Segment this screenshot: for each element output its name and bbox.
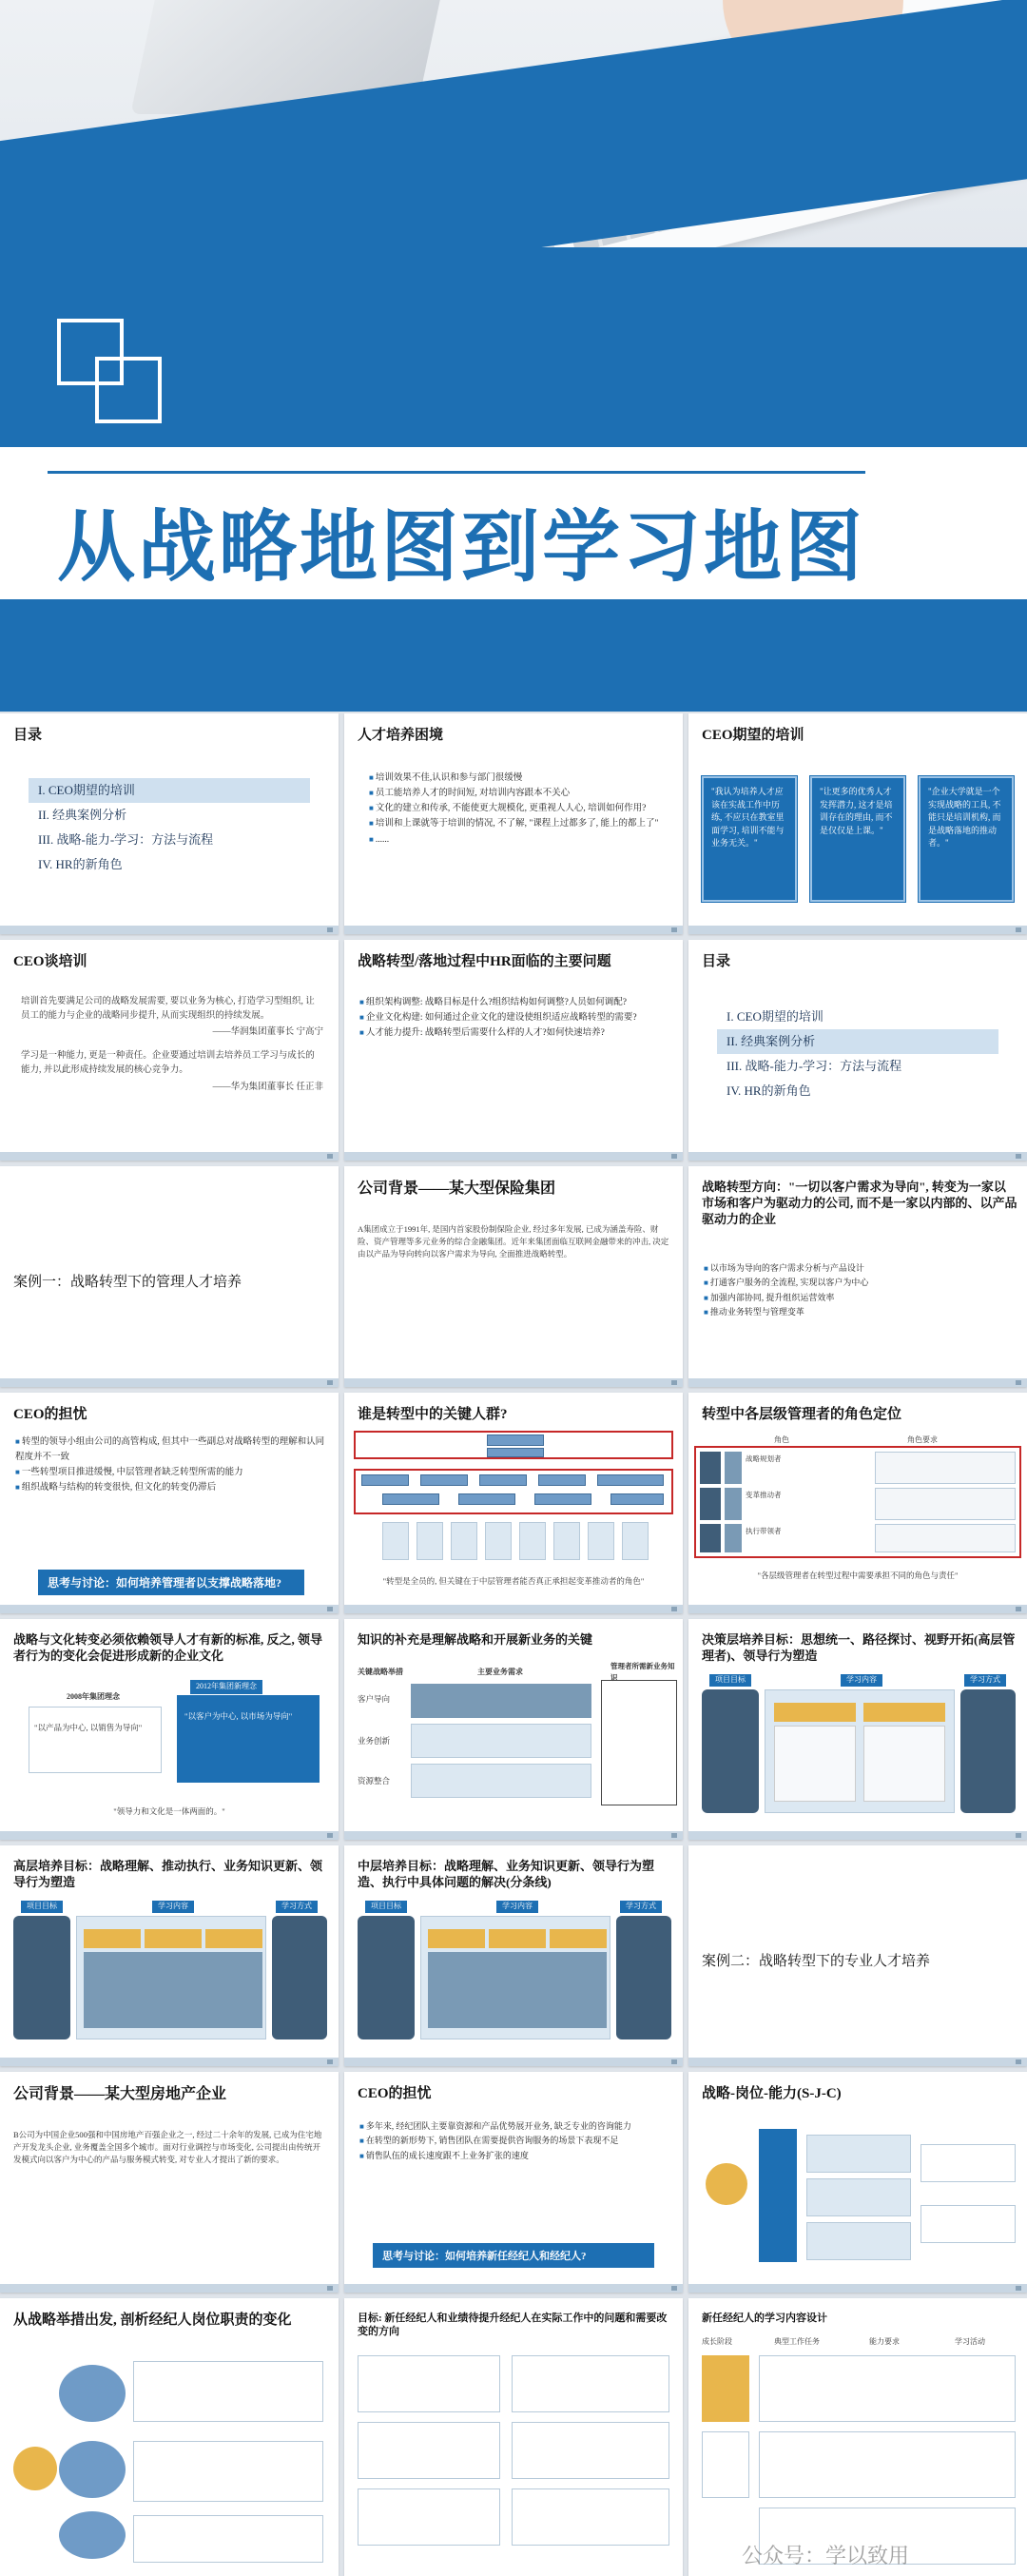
section-label: 学习内容 <box>496 1901 538 1913</box>
bullet-list <box>15 1434 325 1496</box>
bullet-item: ■ 多年来, 经纪团队主要靠资源和产品优势展开业务, 缺乏专业的咨询能力 <box>359 2119 669 2134</box>
case-title: 案例二：战略转型下的专业人才培养 <box>702 1954 931 1969</box>
quote-box: "企业大学就是一个实现战略的工具, 不能只是培训机构, 而是战略落地的推动者。" <box>919 776 1014 902</box>
capability-box <box>920 2144 1016 2182</box>
org-node <box>420 1474 468 1486</box>
toc-item: II. 经典案例分析 <box>717 1029 998 1054</box>
slide-caption: "转型是全员的, 但关键在于中层管理者能否真正承担起变革推动者的角色" <box>382 1576 645 1586</box>
toc-list <box>29 778 310 877</box>
new-concept-label: 2012年集团新理念 <box>190 1680 262 1694</box>
bullet-list <box>369 771 664 848</box>
bullet-list <box>359 2119 669 2163</box>
new-concept-text: "以客户为中心, 以市场为导向" <box>184 1711 293 1721</box>
quote-signature: ——华为集团董事长 任正非 <box>212 1082 323 1092</box>
section-label: 项目目标 <box>21 1901 63 1913</box>
slide-middle-goal[interactable] <box>344 1845 683 2066</box>
slide-strategy-direction[interactable] <box>688 1166 1027 1387</box>
content-header <box>774 1703 856 1722</box>
column-panel <box>358 1916 415 2039</box>
bullet-item: ■ 培训效果不佳,认识和参与部门很缓慢 <box>369 771 664 786</box>
toc-item: I. CEO期望的培训 <box>29 778 310 803</box>
slide-footer-bar <box>344 1831 683 1840</box>
toc-item: III. 战略-能力-学习：方法与流程 <box>727 1059 902 1073</box>
slide-title: 目标: 新任经纪人和业绩待提升经纪人在实际工作中的问题和需要改变的方向 <box>358 2313 668 2338</box>
slide-footer-bar <box>0 1831 339 1840</box>
bullet-item: ■ 员工能培养人才的时间短, 对培训内容跟本不关心 <box>369 786 664 801</box>
row-label: 资源整合 <box>358 1776 391 1786</box>
content-header <box>550 1929 607 1948</box>
toc-item: I. CEO期望的培训 <box>727 1009 824 1024</box>
slide-caption: "各层级管理者在转型过程中需要承担不同的角色与责任" <box>757 1571 959 1580</box>
role-tag <box>725 1452 742 1484</box>
bullet-list <box>359 995 669 1041</box>
org-node <box>534 1493 591 1505</box>
slide-title: 战略与文化转变必须依赖领导人才有新的标准, 反之, 领导者行为的变化会促进形成新的企业文化 <box>13 1632 323 1663</box>
column-header: 角色 <box>774 1435 789 1444</box>
role-tag <box>725 1524 742 1552</box>
requirement-box <box>411 1684 591 1718</box>
slide-toc[interactable] <box>688 940 1027 1161</box>
old-concept-label: 2008年集团理念 <box>67 1692 120 1701</box>
slide-footer-bar <box>688 2284 1027 2293</box>
role-detail <box>875 1452 1016 1484</box>
org-node <box>382 1522 409 1560</box>
org-node <box>382 1493 439 1505</box>
org-node <box>361 1474 409 1486</box>
slide-footer-bar <box>344 926 683 934</box>
knowledge-box <box>601 1680 677 1805</box>
toc-item: III. 战略-能力-学习：方法与流程 <box>38 832 214 847</box>
column-panel <box>272 1916 327 2039</box>
row-label: 客户导向 <box>358 1694 391 1704</box>
slide-key-people[interactable] <box>344 1393 683 1613</box>
column-panel <box>960 1689 1016 1813</box>
section-label: 学习方式 <box>620 1901 662 1913</box>
duty-node <box>59 2441 126 2498</box>
slide-footer-bar <box>0 2058 339 2066</box>
slide-caption: "领导力和文化是一体两面的。" <box>113 1806 225 1816</box>
slide-footer-bar <box>0 1605 339 1613</box>
duty-text-box <box>133 2515 323 2563</box>
role-label <box>700 1488 721 1520</box>
org-node <box>622 1522 649 1560</box>
problem-box <box>358 2422 500 2479</box>
slide-title: 目录 <box>702 954 731 969</box>
quote-text <box>21 995 323 1097</box>
role-name: 变革推动者 <box>746 1491 782 1499</box>
old-concept-text: "以产品为中心, 以销售为导向" <box>34 1723 143 1732</box>
slide-footer-bar <box>0 2284 339 2293</box>
slide-footer-bar <box>688 1152 1027 1161</box>
slide-title: 中层培养目标：战略理解、业务知识更新、领导行为塑造、执行中具体问题的解决(分条线) <box>358 1859 655 1889</box>
slide-title: 目录 <box>13 728 43 743</box>
section-label: 学习内容 <box>841 1674 882 1687</box>
duty-node <box>59 2365 126 2422</box>
role-detail <box>875 1488 1016 1520</box>
cover-slide <box>0 0 1027 712</box>
requirement-box <box>411 1724 591 1758</box>
job-box <box>806 2222 911 2260</box>
slide-company-background[interactable] <box>344 1166 683 1387</box>
duty-node <box>59 2511 126 2559</box>
org-node <box>485 1522 512 1560</box>
role-label <box>700 1524 721 1552</box>
slide-title: 新任经纪人的学习内容设计 <box>702 2313 827 2324</box>
org-node <box>479 1474 527 1486</box>
slide-footer-bar <box>344 1605 683 1613</box>
slide-footer-bar <box>0 926 339 934</box>
column-header: 角色要求 <box>907 1435 938 1444</box>
content-body <box>863 1726 945 1802</box>
role-label <box>700 1452 721 1484</box>
bullet-item: ■ 组织架构调整: 战略目标是什么?组织结构如何调整?人员如何调配? <box>359 995 669 1010</box>
slide-title: 从战略举措出发, 剖析经纪人岗位职责的变化 <box>13 2313 292 2328</box>
slide-decision-layer[interactable] <box>688 1619 1027 1840</box>
role-name: 执行带领者 <box>746 1527 782 1535</box>
column-header: 关键战略举措 <box>358 1668 403 1676</box>
org-node <box>487 1448 544 1457</box>
watermark-text: 公众号：学以致用 <box>742 2544 910 2567</box>
column-header: 学习活动 <box>955 2337 985 2346</box>
bullet-item: ■ 一些转型项目推进缓慢, 中层管理者缺乏转型所需的能力 <box>15 1465 325 1480</box>
slide-title: CEO期望的培训 <box>702 728 804 743</box>
job-box <box>806 2178 911 2216</box>
bullet-item: ■ 打通客户服务的全流程, 实现以客户为中心 <box>704 1276 1014 1290</box>
slide-footer-bar <box>344 1152 683 1161</box>
title-divider <box>48 471 865 474</box>
slide-agent-problems[interactable] <box>344 2298 683 2576</box>
slide-case-two[interactable] <box>688 1845 1027 2066</box>
slide-title: 谁是转型中的关键人群? <box>358 1407 508 1422</box>
cover-title: 从战略地图到学习地图 <box>57 504 866 591</box>
problem-box <box>358 2355 500 2412</box>
case-title: 案例一：战略转型下的管理人才培养 <box>13 1275 242 1290</box>
content-header <box>863 1703 945 1722</box>
column-header: 管理者所需新业务知识 <box>610 1662 675 1682</box>
slide-agent-duty[interactable] <box>0 2298 339 2576</box>
role-tag <box>725 1488 742 1520</box>
quote: 学习是一种能力, 更是一种责任。企业要通过培训去培养员工学习与成长的能力, 并以此形成持续发展的核心竞争力。 <box>21 1051 315 1075</box>
new-concept-box <box>177 1695 320 1783</box>
bullet-item: ■ 组织战略与结构的转变很快, 但文化的转变仍滞后 <box>15 1480 325 1495</box>
content-row <box>759 2431 1016 2498</box>
role-name: 战略规划者 <box>746 1454 782 1463</box>
slide-title: 人才培养困境 <box>358 728 444 743</box>
slide-title: 决策层培养目标：思想统一、路径探讨、视野开拓(高层管理者)、领导行为塑造 <box>702 1632 1016 1663</box>
content-header <box>145 1929 202 1948</box>
body-text: B公司为中国企业500强和中国房地产百强企业之一, 经过二十余年的发展, 已成为住宅地产开发龙头企业, 业务覆盖全国多个城市。面对行业调控与市场变化, 公司提出由传统开发模式向以客户为中心的产品与服务模式转变, 对专业人才提出了新的要求。 <box>13 2130 322 2165</box>
job-box <box>806 2135 911 2173</box>
slide-title: CEO的担忧 <box>13 1407 87 1422</box>
slide-knowledge-supplement[interactable] <box>344 1619 683 1840</box>
stage-box <box>702 2431 749 2498</box>
content-header <box>205 1929 262 1948</box>
org-node <box>610 1493 664 1505</box>
content-header <box>428 1929 485 1948</box>
slide-footer-bar <box>344 1378 683 1387</box>
toc-item: II. 经典案例分析 <box>38 808 127 822</box>
content-row <box>759 2355 1016 2422</box>
slide-footer-bar <box>0 1152 339 1161</box>
requirement-box <box>411 1764 591 1798</box>
row-label: 业务创新 <box>358 1736 391 1746</box>
duty-text-box <box>133 2361 323 2422</box>
slide-footer-bar <box>688 926 1027 934</box>
strategy-circle <box>706 2163 747 2205</box>
slide-footer-bar <box>688 2058 1027 2066</box>
org-node <box>519 1522 546 1560</box>
slide-footer-bar <box>688 1605 1027 1613</box>
quote-box: "让更多的优秀人才发挥潜力, 这才是培训存在的理由, 而不是仅仅是上课。" <box>810 776 905 902</box>
section-label: 学习方式 <box>964 1674 1006 1687</box>
slide-ceo-worry[interactable] <box>344 2072 683 2293</box>
slide-title: 公司背景——某大型房地产企业 <box>13 2086 227 2102</box>
slide-talent-dilemma[interactable] <box>344 713 683 934</box>
slide-culture-leadership[interactable] <box>0 1619 339 1840</box>
section-label: 学习方式 <box>276 1901 318 1913</box>
content-body <box>774 1726 856 1802</box>
column-header: 典型工作任务 <box>774 2337 820 2346</box>
org-node <box>451 1522 477 1560</box>
slide-ceo-worry[interactable] <box>0 1393 339 1613</box>
slide-title: 战略-岗位-能力(S-J-C) <box>702 2086 842 2101</box>
slide-toc[interactable] <box>0 713 339 934</box>
section-label: 学习内容 <box>152 1901 194 1913</box>
column-header: 能力要求 <box>869 2337 900 2346</box>
duty-text-box <box>133 2441 323 2502</box>
stage-box <box>702 2355 749 2422</box>
slide-footer-bar <box>344 2058 683 2066</box>
org-node <box>588 1522 614 1560</box>
slide-learning-design[interactable] <box>688 2298 1027 2576</box>
slide-title: 战略转型/落地过程中HR面临的主要问题 <box>358 954 611 969</box>
bullet-item: ■ 人才能力提升: 战略转型后需要什么样的人才?如何快速培养? <box>359 1025 669 1041</box>
problem-box <box>512 2355 669 2412</box>
column-header: 成长阶段 <box>702 2337 732 2346</box>
org-node <box>553 1522 580 1560</box>
quote-box: "我认为培养人才应该在实战工作中历练, 不应只在教室里面学习, 培训不能与业务无关。" <box>702 776 797 902</box>
slide-footer-bar <box>0 1378 339 1387</box>
slide-title: CEO谈培训 <box>13 954 87 969</box>
discussion-box: 思考与讨论：如何培养新任经纪人和经纪人? <box>373 2243 654 2268</box>
slide-title: CEO的担忧 <box>358 2086 432 2101</box>
capability-box <box>920 2205 1016 2243</box>
bullet-list <box>704 1261 1014 1319</box>
org-node <box>487 1434 544 1446</box>
slide-title: 转型中各层级管理者的角色定位 <box>702 1407 902 1422</box>
section-label: 项目目标 <box>709 1674 751 1687</box>
bullet-item: ■ 推动业务转型与管理变革 <box>704 1305 1014 1319</box>
bullet-item: ■ 文化的建立和传承, 不能使更大规模化, 更重视人人心, 培训如何作用? <box>369 801 664 816</box>
problem-box <box>512 2422 669 2479</box>
toc-list <box>717 1005 998 1103</box>
old-concept-box <box>29 1707 162 1773</box>
org-node <box>597 1474 664 1486</box>
content-body <box>84 1952 262 2028</box>
column-panel <box>13 1916 70 2039</box>
slide-case-one[interactable] <box>0 1166 339 1387</box>
content-header <box>84 1929 141 1948</box>
quote-signature: ——华润集团董事长 宁高宁 <box>212 1027 323 1038</box>
bullet-item: ■ 在转型的新形势下, 销售团队在需要提供咨询服务的场景下表现不足 <box>359 2134 669 2148</box>
column-panel <box>616 1916 671 2039</box>
bullet-item: ■ ...... <box>369 832 664 848</box>
slide-footer-bar <box>344 2284 683 2293</box>
bullet-item: ■ 企业文化构建: 如何通过企业文化的建设使组织适应战略转型的需要? <box>359 1010 669 1025</box>
bullet-item: ■ 以市场为导向的客户需求分析与产品设计 <box>704 1261 1014 1276</box>
slide-title: 公司背景——某大型保险集团 <box>358 1181 556 1197</box>
problem-box <box>358 2488 500 2546</box>
slide-role-definition[interactable] <box>688 1393 1027 1613</box>
slide-hr-problems[interactable] <box>344 940 683 1161</box>
slide-footer-bar <box>688 1378 1027 1387</box>
bullet-item: ■ 销售队伍的成长速度跟不上业务扩张的速度 <box>359 2149 669 2163</box>
bullet-item: ■ 加强内部协同, 提升组织运营效率 <box>704 1291 1014 1305</box>
content-body <box>428 1952 607 2028</box>
slide-title: 高层培养目标：战略理解、推动执行、业务知识更新、领导行为塑造 <box>13 1859 323 1889</box>
bullet-item: ■ 培训和上课就等于培训的情况, 不了解, "课程上过都多了, 能上的都上了" <box>369 816 664 831</box>
content-header <box>489 1929 546 1948</box>
slide-ceo-talk[interactable] <box>0 940 339 1161</box>
strategy-bar <box>759 2129 797 2262</box>
section-label: 项目目标 <box>365 1901 407 1913</box>
column-panel <box>702 1689 759 1813</box>
slide-ceo-expectation[interactable] <box>688 713 1027 934</box>
body-text: A集团成立于1991年, 是国内首家股份制保险企业, 经过多年发展, 已成为涵盖寿险、财险、资产管理等多元业务的综合金融集团。近年来集团面临互联网金融带来的冲击, 决定由以产品为导向转向以客户需求为导向, 全面推进战略转型。 <box>358 1224 669 1259</box>
quote: 培训首先要满足公司的战略发展需要, 要以业务为核心, 打造学习型组织, 让员工的能力与企业的战略同步提升, 从而实现组织的持续发展。 <box>21 997 315 1021</box>
toc-item: IV. HR的新角色 <box>727 1083 811 1098</box>
problem-box <box>512 2488 669 2546</box>
org-node <box>458 1493 515 1505</box>
slide-footer-bar <box>688 1831 1027 1840</box>
slide-sjc[interactable] <box>688 2072 1027 2293</box>
org-node <box>417 1522 443 1560</box>
column-header: 主要业务需求 <box>477 1668 523 1676</box>
toc-item: IV. HR的新角色 <box>38 857 123 871</box>
square-outline-icon <box>95 357 162 423</box>
bullet-item: ■ 转型的领导小组由公司的高管构成, 但其中一些副总对战略转型的理解和认同程度并不一致 <box>15 1434 325 1465</box>
slide-title: 战略转型方向："一切以客户需求为导向", 转变为一家以市场和客户为驱动力的公司, 而不是一家以内部的、以产品驱动力的企业 <box>702 1180 1017 1226</box>
discussion-box: 思考与讨论：如何培养管理者以支撑战略落地? <box>38 1570 304 1595</box>
slide-title: 知识的补充是理解战略和开展新业务的关键 <box>358 1632 593 1647</box>
slide-company-background[interactable] <box>0 2072 339 2293</box>
role-detail <box>875 1524 1016 1552</box>
org-node <box>538 1474 586 1486</box>
slide-senior-goal[interactable] <box>0 1845 339 2066</box>
strategy-circle <box>13 2447 57 2490</box>
